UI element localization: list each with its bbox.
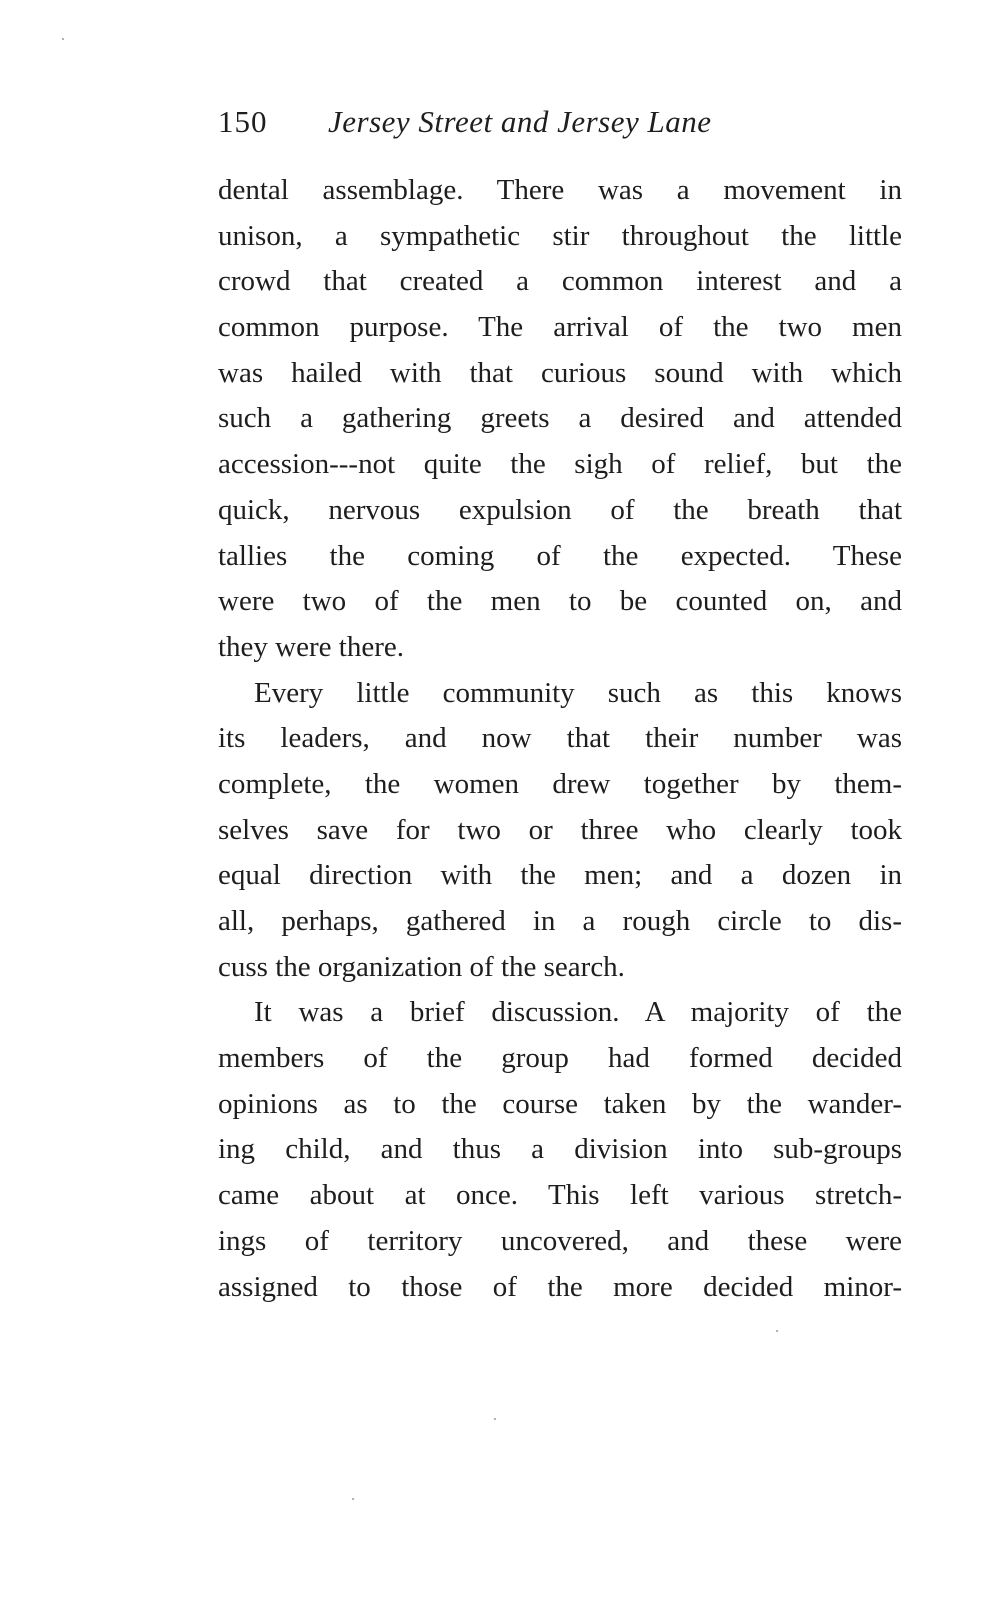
page-number: 150: [218, 104, 268, 139]
text-line: opinions as to the course taken by the wander-: [218, 1087, 902, 1120]
text-line: was hailed with that curious sound with which: [218, 356, 902, 389]
text-line: cuss the organization of the search.: [218, 950, 625, 983]
paper-speck: [494, 1418, 496, 1420]
text-line: unison, a sympathetic stir throughout the little: [218, 219, 902, 252]
text-line: It was a brief discussion. A majority of the: [254, 996, 902, 1029]
paper-speck: [352, 1498, 354, 1500]
text-line: members of the group had formed decided: [218, 1042, 902, 1075]
text-line: ing child, and thus a division into sub-groups: [218, 1133, 902, 1166]
text-line: such a gathering greets a desired and attended: [218, 402, 902, 435]
text-line: its leaders, and now that their number was: [218, 722, 902, 755]
paper-speck: [776, 1330, 778, 1332]
text-line: quick, nervous expulsion of the breath that: [218, 493, 902, 526]
text-line: complete, the women drew together by them-: [218, 767, 902, 800]
text-line: selves save for two or three who clearly took: [218, 813, 902, 846]
text-line: came about at once. This left various stretch-: [218, 1179, 902, 1212]
text-line: common purpose. The arrival of the two men: [218, 311, 902, 344]
text-line: all, perhaps, gathered in a rough circle to dis-: [218, 905, 902, 937]
text-line: crowd that created a common interest and a: [218, 265, 902, 298]
text-line: dental assemblage. There was a movement in: [218, 174, 902, 206]
text-line: equal direction with the men; and a dozen in: [218, 859, 902, 892]
text-line: they were there.: [218, 630, 404, 663]
running-head: [218, 100, 818, 144]
body-text: [218, 168, 902, 1310]
text-line: ings of territory uncovered, and these were: [218, 1224, 902, 1257]
text-line: Every little community such as this knows: [254, 676, 902, 709]
running-title: Jersey Street and Jersey Lane: [328, 104, 712, 139]
text-line: accession---not quite the sigh of relief, but the: [218, 448, 902, 481]
text-line: tallies the coming of the expected. These: [218, 539, 902, 572]
paper-speck: [62, 38, 64, 40]
text-line: were two of the men to be counted on, and: [218, 585, 902, 618]
text-line: assigned to those of the more decided minor-: [218, 1270, 902, 1303]
